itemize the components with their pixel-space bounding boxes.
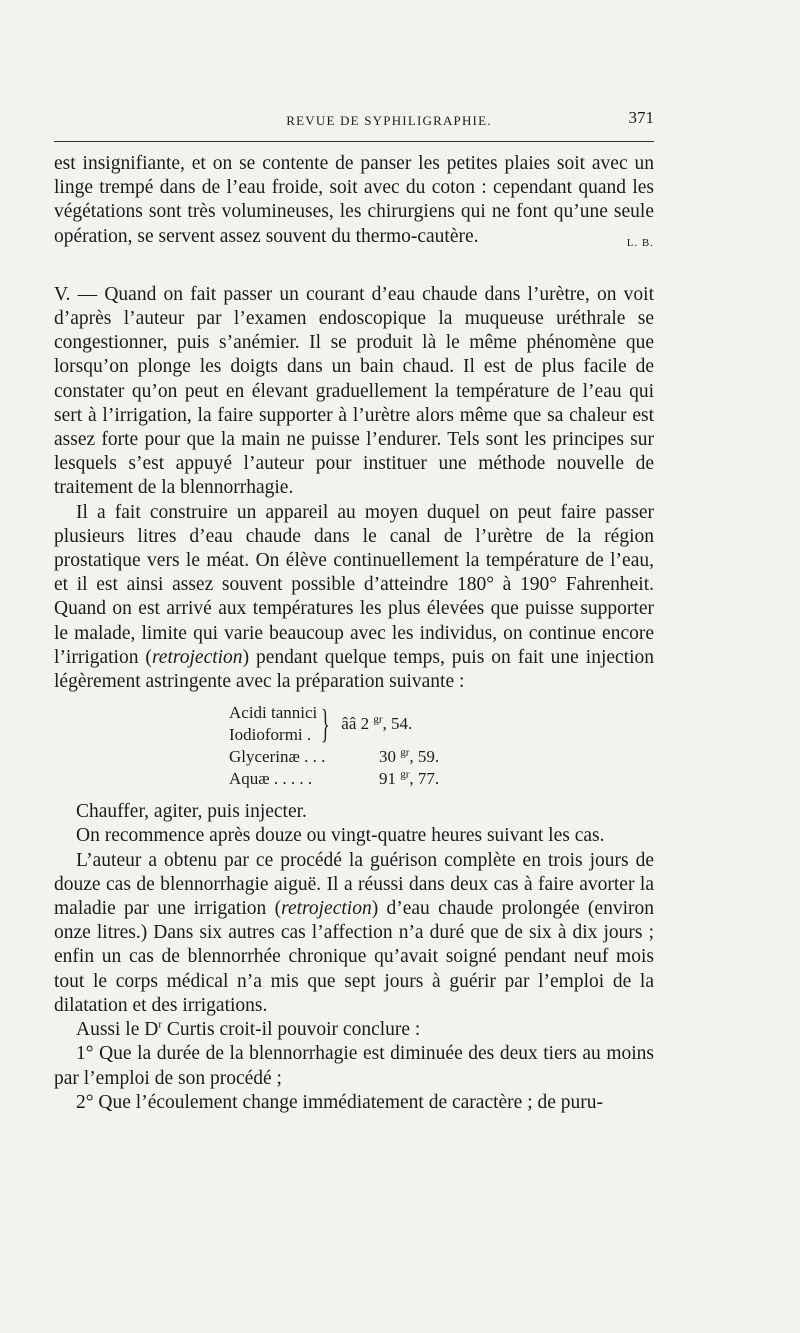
recipe-pair — [229, 702, 654, 746]
body-text — [54, 152, 654, 1115]
qty-unit: gr — [400, 768, 410, 781]
ingredient-name: Aquæ . . . . . — [229, 769, 313, 789]
paragraph-conclusion-intro — [54, 1018, 654, 1042]
text-run: ) pendant quelque temps, puis on fait une injection légèrement astringente avec la préparation suivante : — [54, 646, 655, 693]
paragraph-section-v: V. — Quand on fait passer un courant d’eau chaude dans l’urètre, on voit d’après l’auteur par l’examen endoscopique la muqueuse uréthrale se congestionner, puis s’anémier. Il se produit là le même phénomène que lorsqu’on plonge les doigts dans un bain chaud. Il est de plus facile de constater qu’on peut en élevant graduellement la température de l’eau qui sert à l’irrigation, la faire supporter à l’urètre alors même que sa chaleur est assez forte pour que la main ne puisse l’endurer. Tels sont les principes sur lesquels s’est appuyé l’auteur pour instituer une méthode nouvelle de traitement de la blennorrhagie. — [54, 283, 654, 499]
ingredient-name: Acidi tannici — [229, 703, 318, 723]
text-run: Aussi le D — [76, 1019, 159, 1041]
paragraph-repeat: On recommence après douze ou vingt-quatre heures suivant les cas. — [76, 825, 605, 847]
author-initials: L. B. — [626, 236, 654, 249]
brace-symbol: } — [321, 701, 330, 747]
paragraph-apparatus — [54, 501, 654, 695]
italic-term: retrojection — [281, 898, 372, 920]
conclusion-item-2: 2° Que l’écoulement change immédiatement de caractère ; de puru- — [76, 1091, 604, 1113]
text-run: L’auteur a obtenu par ce procédé la guérison complète en trois jours de douze cas de blennorrhagie aiguë. Il a réussi dans deux cas à faire avorter la maladie par une irrigation ( — [54, 849, 654, 920]
conclusion-item-1: 1° Que la durée de la blennorrhagie est diminuée des deux tiers au moins par l’emploi de son procédé ; — [54, 1043, 654, 1089]
text-run: ) d’eau chaude prolongée (environ onze litres.) Dans six autres cas l’affection n’a duré que de six à dix jours ; enfin un cas de blennorrhée chronique qu’avait soigné pendant neuf mois tout le corps médical n’a mis que sept jours à guérir par l’emploi de la dilatation et des irrigations. — [54, 898, 654, 1016]
paragraph-results — [54, 849, 654, 1018]
running-head — [54, 103, 654, 133]
recipe-line — [229, 746, 654, 768]
ingredient-name: Glycerinæ . . . — [229, 747, 326, 767]
ingredient-quantity — [379, 768, 439, 790]
paragraph-instruction: Chauffer, agiter, puis injecter. — [76, 801, 307, 823]
qty-value: 30 — [379, 747, 401, 767]
qty-decimal: , 54. — [382, 714, 413, 734]
superscript: r — [158, 1018, 163, 1031]
qty-decimal: , 59. — [409, 747, 440, 767]
qty-decimal: , 77. — [409, 769, 440, 789]
qty-unit: gr — [400, 746, 410, 759]
text-run: Curtis croit-il pouvoir conclure : — [162, 1019, 421, 1041]
qty-unit: gr — [373, 713, 383, 726]
header-rule — [54, 141, 654, 142]
text-run: Il a fait construire un appareil au moyen duquel on peut faire passer plusieurs litres d’eau chaude dans le canal de l’urètre de la région prostatique vers le méat. On élève continuellement la température de l’eau, et il est ainsi assez souvent possible d’atteindre 180° à 190° Fahrenheit. Quand on est arrivé aux températures les plus élevées que puisse supporter le malade, limite qui varie beaucoup avec les individus, on continue encore l’irrigation ( — [54, 501, 654, 668]
qty-value: 91 — [379, 769, 401, 789]
qty-value: ââ 2 — [341, 714, 374, 734]
recipe-block — [229, 702, 654, 790]
recipe-line — [229, 768, 654, 790]
ingredient-quantity — [379, 746, 439, 768]
recipe-pair-names — [229, 702, 317, 746]
ingredient-name: Iodioformi . — [229, 725, 312, 745]
paragraph-continuation — [54, 152, 654, 249]
running-title: REVUE DE SYPHILIGRAPHIE. — [286, 113, 492, 128]
italic-term: retrojection — [151, 646, 243, 668]
ingredient-quantity — [341, 713, 412, 735]
paragraph-text: est insignifiante, et on se contente de panser les petites plaies soit avec un linge trempé dans de l’eau froide, soit avec du coton : cependant quand les végétations sont très volumineuses, les chirurgiens qui ne font qu’une seule opération, se servent assez souvent du thermo-cautère. — [54, 153, 654, 247]
page-number: 371 — [628, 108, 654, 127]
